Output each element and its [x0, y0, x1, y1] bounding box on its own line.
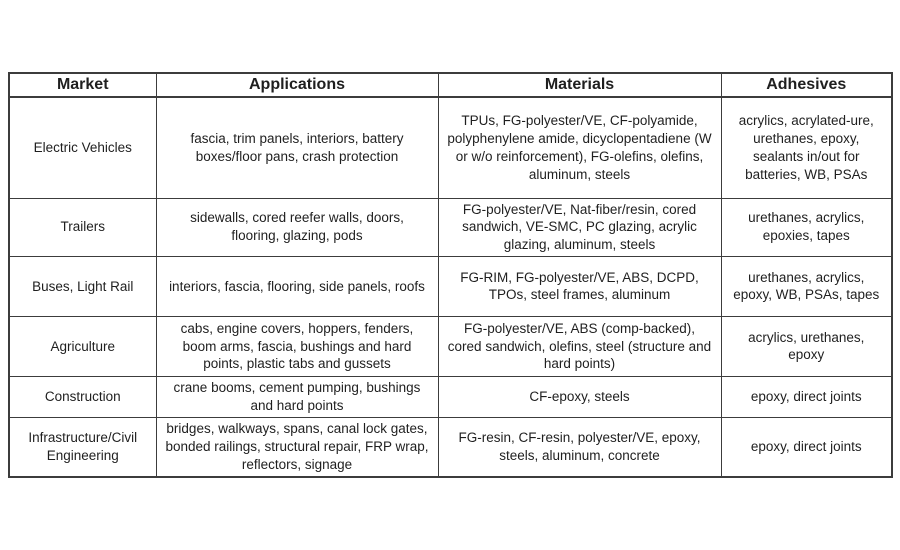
market-cell: Construction	[9, 376, 156, 417]
applications-cell: interiors, fascia, flooring, side panels, roofs	[156, 256, 438, 316]
market-cell: Agriculture	[9, 316, 156, 376]
applications-cell: bridges, walkways, spans, canal lock gates, bonded railings, structural repair, FRP wrap, reflectors, signage	[156, 417, 438, 477]
column-header-market: Market	[9, 73, 156, 97]
market-applications-table-container	[8, 72, 891, 478]
market-cell: Buses, Light Rail	[9, 256, 156, 316]
table-row-buses-light-rail	[9, 256, 892, 316]
table-row-electric-vehicles	[9, 97, 892, 198]
table-row-trailers	[9, 198, 892, 256]
applications-cell: sidewalls, cored reefer walls, doors, flooring, glazing, pods	[156, 198, 438, 256]
table-header-row	[9, 73, 892, 97]
applications-cell: fascia, trim panels, interiors, battery boxes/floor pans, crash protection	[156, 97, 438, 198]
market-table	[8, 72, 893, 478]
materials-cell: FG-polyester/VE, Nat-fiber/resin, cored sandwich, VE-SMC, PC glazing, acrylic glazing, aluminum, steels	[438, 198, 721, 256]
adhesives-cell: urethanes, acrylics, epoxies, tapes	[721, 198, 892, 256]
adhesives-cell: acrylics, acrylated-ure, urethanes, epoxy, sealants in/out for batteries, WB, PSAs	[721, 97, 892, 198]
adhesives-cell: urethanes, acrylics, epoxy, WB, PSAs, tapes	[721, 256, 892, 316]
materials-cell: FG-resin, CF-resin, polyester/VE, epoxy, steels, aluminum, concrete	[438, 417, 721, 477]
table-row-construction	[9, 376, 892, 417]
adhesives-cell: acrylics, urethanes, epoxy	[721, 316, 892, 376]
applications-cell: cabs, engine covers, hoppers, fenders, boom arms, fascia, bushings and hard points, plastic tabs and gussets	[156, 316, 438, 376]
column-header-applications: Applications	[156, 73, 438, 97]
table-row-infrastructure-civil-engineering	[9, 417, 892, 477]
column-header-adhesives: Adhesives	[721, 73, 892, 97]
table-row-agriculture	[9, 316, 892, 376]
materials-cell: CF-epoxy, steels	[438, 376, 721, 417]
materials-cell: FG-RIM, FG-polyester/VE, ABS, DCPD, TPOs, steel frames, aluminum	[438, 256, 721, 316]
materials-cell: FG-polyester/VE, ABS (comp-backed), cored sandwich, olefins, steel (structure and hard points)	[438, 316, 721, 376]
adhesives-cell: epoxy, direct joints	[721, 376, 892, 417]
market-cell: Electric Vehicles	[9, 97, 156, 198]
market-cell: Infrastructure/Civil Engineering	[9, 417, 156, 477]
adhesives-cell: epoxy, direct joints	[721, 417, 892, 477]
column-header-materials: Materials	[438, 73, 721, 97]
materials-cell: TPUs, FG-polyester/VE, CF-polyamide, polyphenylene amide, dicyclopentadiene (W or w/o reinforcement), FG-olefins, olefins, aluminum, steels	[438, 97, 721, 198]
market-cell: Trailers	[9, 198, 156, 256]
applications-cell: crane booms, cement pumping, bushings and hard points	[156, 376, 438, 417]
